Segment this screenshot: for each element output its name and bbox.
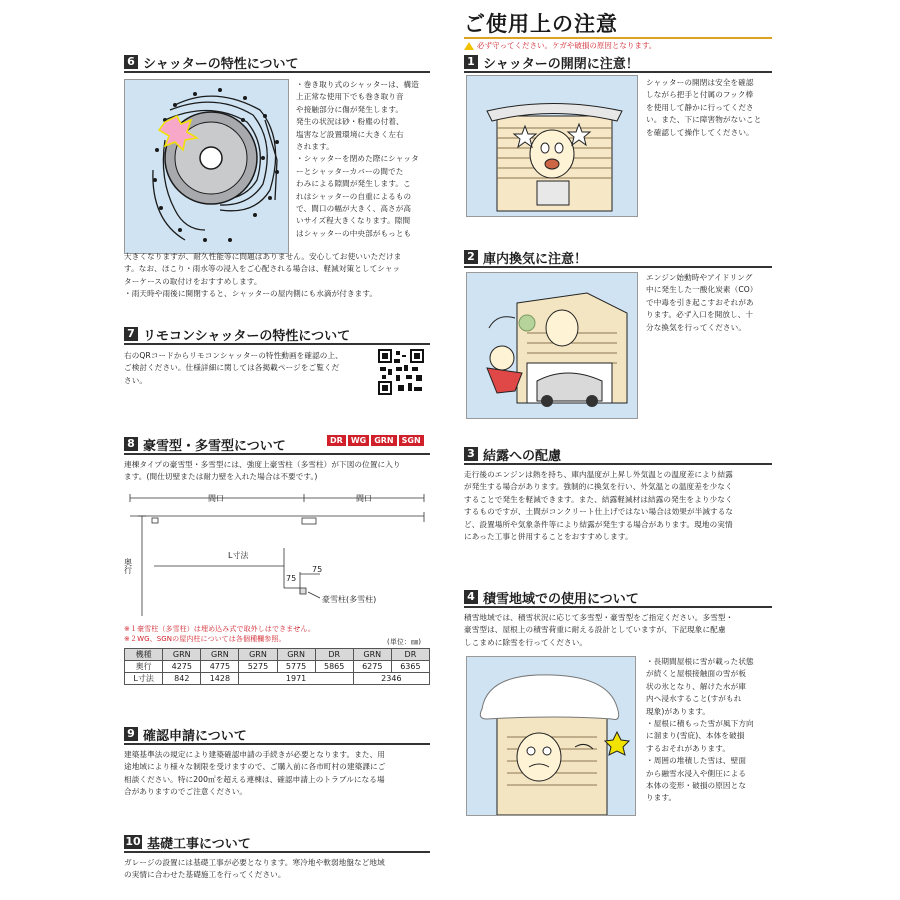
sec3-text: 走行後のエンジンは熱を持ち、庫内温度が上昇し外気温との温度差により結露 が発生する場合があります。強制的に換気を行い、外気温との温度差を少なく することで発生を軽減できます。また、結露軽減材は結露の発生をより少なく するものですが、土間がコンクリート仕上げではない場合は効果が半減するな ど、設置場所や気象条件等により結露が発生する場合があります。現地の実情 にあった工事と併用することをおすすめします。	[464, 470, 734, 542]
sec4-text: 積雪地域では、積雪状況に応じて多雪型・豪雪型をご指定ください。多雪型・ 豪雪型は、屋根上の積雪荷重に耐える設計としていますが、下記現象に配慮 しこまめに除雪を行ってください。	[464, 613, 734, 647]
warning-icon	[464, 42, 474, 50]
section-10-heading	[124, 833, 251, 851]
section-number: 7	[124, 327, 138, 341]
section-6-heading	[124, 53, 298, 71]
sec10-text: ガレージの設置には基礎工事が必要となります。寒冷地や軟弱地盤など地域 の実情に合わせた基礎施工を行ってください。	[124, 858, 385, 880]
table-cell: 奥行	[125, 661, 163, 673]
section-title: シャッターの特性について	[143, 56, 299, 72]
section-number: 1	[464, 55, 478, 69]
section-title: 確認申請について	[143, 728, 247, 744]
table-cell: 2346	[353, 673, 429, 685]
sec4-text-right: ・長期間屋根に雪が載った状態 が続くと屋根接触面の雪が板 状の氷となり、解けた水が庫 内へ浸水すること(すがもれ 現象)があります。 ・屋根に積もった雪が風下方向 に溜まり(雪庇)、本体を破損 するおそれがあります。 ・周囲の堆積した雪は、壁面 から融雪水浸入や側圧による 本体の変形・破損の原因とな ります。	[646, 657, 754, 803]
warning-line	[464, 40, 656, 51]
section-number: 8	[124, 437, 138, 451]
section-rule	[124, 851, 430, 853]
shutter-open-illustration	[466, 75, 638, 217]
table-row	[125, 649, 430, 661]
table-cell: 4775	[201, 661, 239, 673]
sec8-text: 連棟タイプの豪雪型・多雪型には、強度上豪雪柱（多雪柱）が下図の位置に入り ます。(間仕切壁または耐力壁を入れた場合は不要です。)	[124, 460, 401, 482]
sec1-text: シャッターの開閉は安全を確認 しながら把手と付属のフック棒 を使用して静かに行ってくださ い。また、下に障害物がないこと を確認して操作してください。	[646, 78, 762, 137]
section-rule	[464, 463, 772, 465]
table-cell: GRN	[239, 649, 277, 661]
table-cell: GRN	[201, 649, 239, 661]
label-maguchi-1: 間口	[208, 494, 224, 503]
section-title: 結露への配慮	[483, 448, 562, 464]
section-title: 積雪地域での使用について	[483, 591, 639, 607]
table-cell: 機種	[125, 649, 163, 661]
table-cell: 1428	[201, 673, 239, 685]
model-badge: WG	[348, 435, 369, 446]
label-l-dimension: L寸法	[228, 551, 249, 560]
table-cell: 1971	[239, 673, 353, 685]
section-number: 9	[124, 727, 138, 741]
table-cell: 5275	[239, 661, 277, 673]
section-rule	[464, 606, 772, 608]
warning-text: 必ず守ってください。ケガや破損の原因となります。	[477, 41, 657, 50]
qr-code[interactable]	[378, 349, 424, 395]
section-8-heading	[124, 435, 286, 453]
section-9-heading	[124, 725, 247, 743]
pillar-layout-diagram	[124, 488, 430, 616]
table-cell: 5775	[277, 661, 315, 673]
section-title: リモコンシャッターの特性について	[143, 328, 351, 344]
section-2-heading	[464, 248, 587, 266]
table-cell: 5865	[315, 661, 353, 673]
unit-label: (単位：㎜)	[387, 638, 422, 646]
table-cell: GRN	[277, 649, 315, 661]
section-3-heading	[464, 445, 561, 463]
model-badge: DR	[327, 435, 346, 446]
section-title: 豪雪型・多雪型について	[143, 438, 286, 454]
section-rule	[464, 266, 772, 268]
title-underline	[464, 37, 772, 39]
table-cell: GRN	[353, 649, 391, 661]
section-number: 10	[125, 835, 141, 848]
section-number: 4	[464, 590, 478, 604]
table-cell: 842	[163, 673, 201, 685]
section-number: 6	[124, 55, 138, 69]
label-pillar: 豪雪柱(多雪柱)	[322, 595, 377, 604]
section-rule	[124, 453, 430, 455]
table-cell: DR	[315, 649, 353, 661]
section-rule	[464, 71, 772, 73]
model-badges	[325, 435, 424, 446]
section-rule	[124, 343, 430, 345]
sec7-text: 右のQRコードからリモコンシャッターの特性動画を確認の上、 ご検討ください。仕様詳細に関しては各掲載ページをご覧くだ さい。	[124, 351, 343, 385]
table-row	[125, 673, 430, 685]
section-7-heading	[124, 325, 350, 343]
section-number: 3	[464, 447, 478, 461]
sec8-notes: ※１豪雪柱（多雪柱）は埋め込み式で取外しはできません。 ※２WG、SGNの屋内柱については各個種欄参照。	[124, 625, 315, 643]
model-badge: SGN	[399, 435, 424, 446]
sec6-text-bottom: 大きくなりますが、耐久性能等に問題はありません。安心してお使いいただけま す。なお、ほこり・雨水等の浸入をご心配される場合は、軽減対策としてシャッ ターケースの取付けをおすすめします。 ・雨天時や雨後に開閉すると、シャッターの屋内側にも水滴が付きます。	[124, 252, 402, 299]
table-row	[125, 661, 430, 673]
label-maguchi-2: 間口	[356, 494, 372, 503]
section-title: 庫内換気に注意！	[483, 251, 588, 267]
table-cell: 6275	[353, 661, 391, 673]
sec2-text: エンジン始動時やアイドリング 中に発生した一酸化炭素（CO） で中毒を引き起こすおそれがあ ります。必ず入口を開放し、十 分な換気を行ってください。	[646, 273, 758, 332]
section-title: シャッターの開閉に注意！	[483, 56, 639, 72]
table-cell: GRN	[163, 649, 201, 661]
section-rule	[124, 743, 430, 745]
section-rule	[124, 71, 430, 73]
table-cell: DR	[391, 649, 429, 661]
table-cell: 4275	[163, 661, 201, 673]
label-75-b: 75	[312, 565, 323, 574]
section-number: 2	[464, 250, 478, 264]
garage-ventilation-illustration	[466, 272, 638, 419]
snow-garage-illustration	[466, 656, 636, 816]
sec6-text-right: ・巻き取り式のシャッターは、構造 上正常な使用下でも巻き取り音 や接触部分に傷が発生します。 発生の状況は砂・粉塵の付着、 塩害など設置環境に大きく左右 されます。 ・シャッターを閉めた際にシャッタ ーとシャッターカバーの間でた わみによる隙間が発生します。こ れはシャッターの自重によるもの で、間口の幅が大きく、高さが高 いサイズ程大きくなります。隙間 はシャッターの中央部がもっとも	[296, 80, 419, 238]
page-title: ご使用上の注意	[464, 12, 618, 36]
model-badge: GRN	[371, 435, 396, 446]
spec-table	[124, 648, 430, 685]
section-title: 基礎工事について	[147, 836, 251, 852]
label-okuyuki: 奥行	[124, 558, 133, 574]
section-1-heading	[464, 53, 639, 71]
shutter-roll-illustration	[124, 79, 289, 254]
sec9-text: 建築基準法の規定により建築確認申請の手続きが必要となります。また、用 途地域により様々な制限を受けますので、ご購入前に各市町村の建築課にご 相談ください。特に200㎡を超える連棟は、確認申請上のトラブルになる場 合がありますのでご注意ください。	[124, 750, 386, 797]
table-cell: L寸法	[125, 673, 163, 685]
table-cell: 6365	[391, 661, 429, 673]
label-75-a: 75	[286, 574, 297, 583]
section-4-heading	[464, 588, 639, 606]
